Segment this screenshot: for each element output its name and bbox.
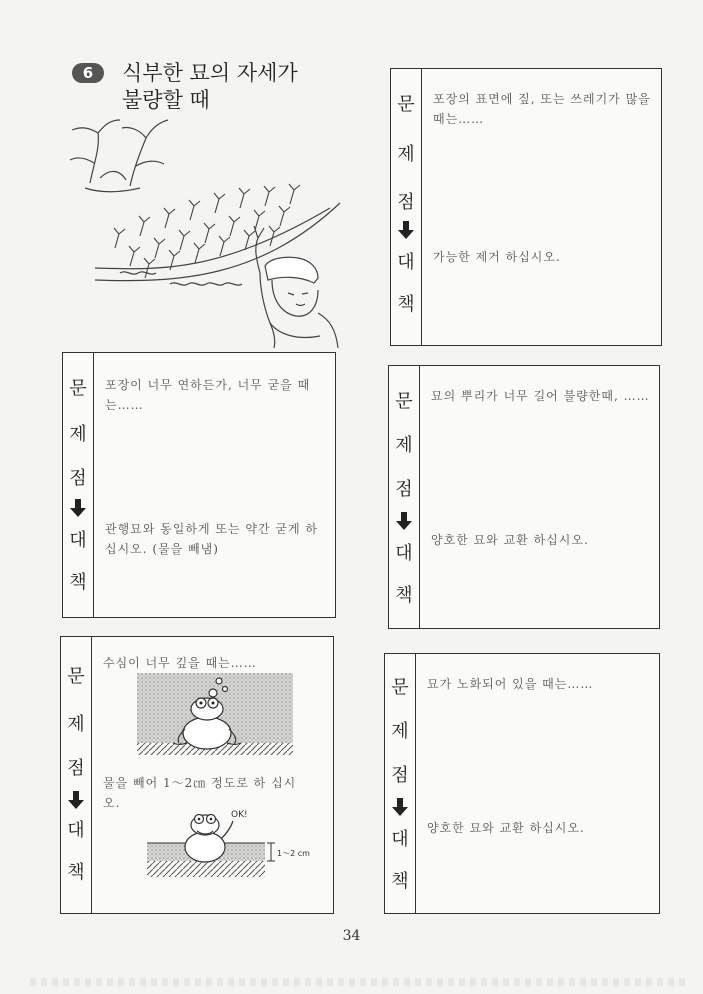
label-mun: 문: [397, 94, 415, 115]
label-chaek: 책: [69, 572, 87, 593]
problem-text: 묘의 뿌리가 너무 길어 불량한때, ……: [431, 389, 650, 403]
label-dae: 대: [395, 543, 413, 564]
seedling-field-illustration: [60, 108, 350, 348]
arrow-down-icon: [70, 499, 86, 517]
label-je: 제: [67, 714, 85, 735]
section-title: [122, 60, 342, 114]
solution-text: 가능한 제거 하십시오.: [433, 250, 561, 264]
problem-box-field-hardness: [62, 352, 336, 618]
arrow-down-icon: [68, 791, 84, 809]
label-je: 제: [397, 144, 415, 165]
label-chaek: 책: [397, 294, 415, 315]
problem-box-long-roots: [388, 365, 660, 629]
label-jeom: 점: [397, 192, 415, 213]
label-dae: 대: [391, 829, 409, 850]
section-title-line1: 식부한 묘의 자세가: [122, 61, 298, 85]
scan-artifact-strip: [30, 978, 690, 986]
solution-text: 물을 빼어 1～2㎝ 정도로 하 십시오.: [103, 776, 297, 810]
problem-solution-sidebar: [389, 366, 420, 628]
problem-text: 포장의 표면에 짚, 또는 쓰레기가 많을 때는……: [433, 92, 651, 126]
label-chaek: 책: [67, 862, 85, 883]
label-dae: 대: [67, 820, 85, 841]
label-jeom: 점: [395, 479, 413, 500]
problem-text: 수심이 너무 깊을 때는……: [103, 656, 257, 670]
label-mun: 문: [69, 378, 87, 399]
label-jeom: 점: [69, 468, 87, 489]
label-jeom: 점: [391, 765, 409, 786]
problem-solution-sidebar: [385, 654, 416, 913]
problem-solution-sidebar: [61, 637, 92, 913]
label-je: 제: [391, 721, 409, 742]
label-dae: 대: [397, 252, 415, 273]
label-mun: 문: [67, 666, 85, 687]
problem-solution-sidebar: [63, 353, 94, 617]
solution-text: 관행묘와 동일하게 또는 약간 굳게 하십시오. (물을 빼냄): [105, 522, 318, 556]
ok-label: OK!: [231, 810, 248, 820]
arrow-down-icon: [392, 798, 408, 816]
section-title-line2: 불량할 때: [122, 88, 210, 112]
label-chaek: 책: [395, 585, 413, 606]
solution-text: 양호한 묘와 교환 하십시오.: [427, 821, 585, 835]
problem-box-water-depth: [60, 636, 334, 914]
arrow-down-icon: [396, 512, 412, 530]
depth-label: 1～2 cm: [277, 849, 310, 858]
problem-box-aged-seedling: [384, 653, 660, 914]
frog-shallow-water-illustration: [147, 809, 313, 879]
label-mun: 문: [391, 677, 409, 698]
label-mun: 문: [395, 391, 413, 412]
problem-text: 포장이 너무 연하든가, 너무 굳을 때는……: [105, 378, 311, 412]
label-dae: 대: [69, 530, 87, 551]
section-number-badge: 6: [72, 63, 104, 83]
arrow-down-icon: [398, 221, 414, 239]
page-number: 34: [342, 928, 361, 944]
problem-solution-sidebar: [391, 69, 422, 345]
problem-box-straw-trash: [390, 68, 662, 346]
label-chaek: 책: [391, 871, 409, 892]
label-je: 제: [395, 435, 413, 456]
frog-deep-water-illustration: [137, 673, 293, 755]
problem-text: 묘가 노화되어 있을 때는……: [427, 677, 594, 691]
label-je: 제: [69, 424, 87, 445]
label-jeom: 점: [67, 758, 85, 779]
solution-text: 양호한 묘와 교환 하십시오.: [431, 533, 589, 547]
